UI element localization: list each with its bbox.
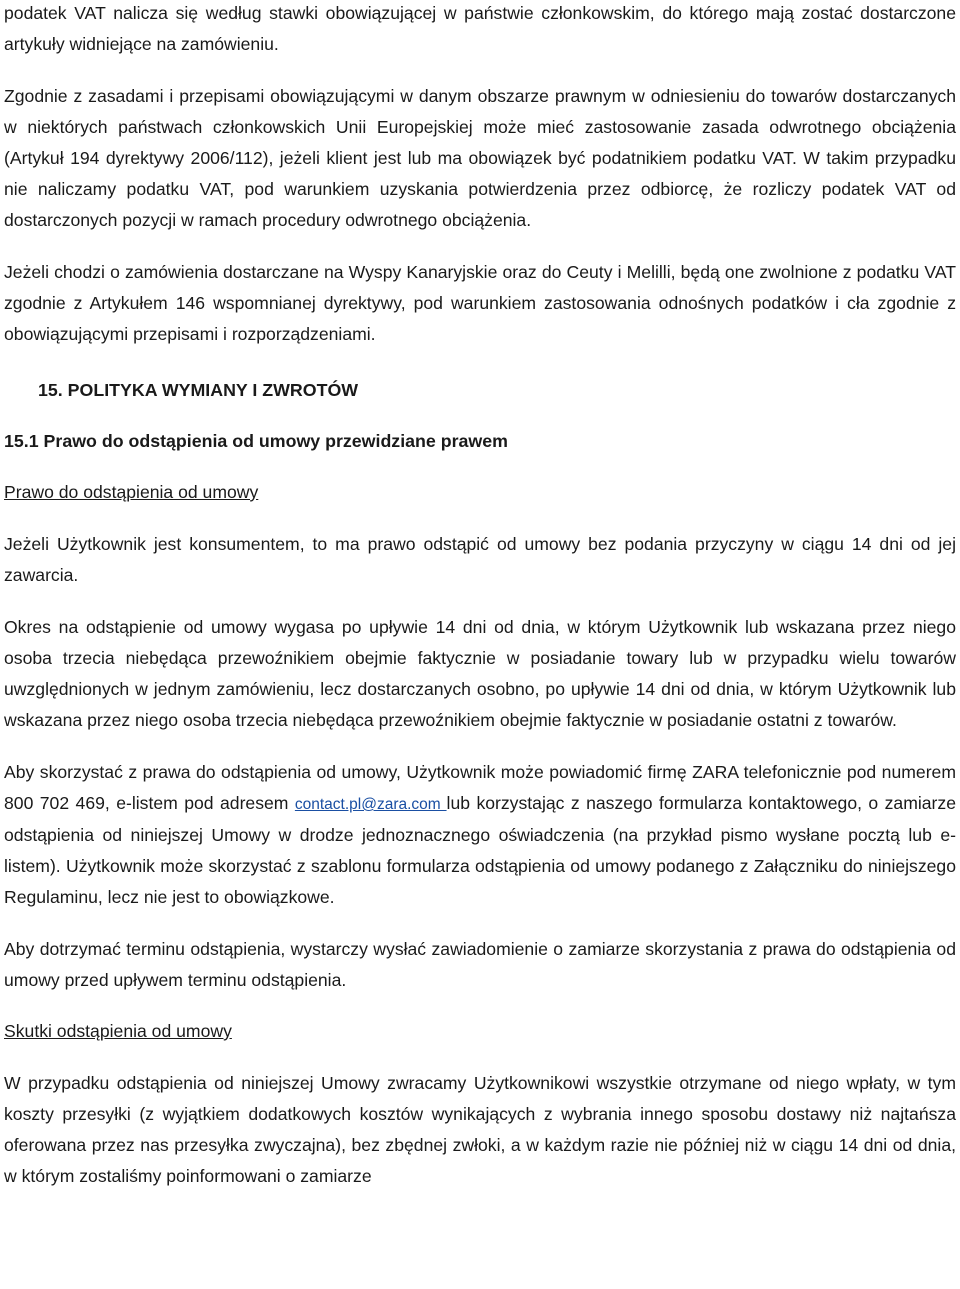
paragraph-how-to-withdraw-part-2: lub korzystając z naszego formularza kontaktowego, o zamiarze odstąpienia od niniejszej Umowy w drodze jednoznacznego oświadczenia (na przykład pismo wysłane pocztą lub e-listem). Użytkownik może skorzystać z szablonu formularza odstąpienia od umowy podanego z Załączniku do niniejszego Regulaminu, lecz nie jest to obowiązkowe. [4,793,956,907]
paragraph-canary-islands: Jeżeli chodzi o zamówienia dostarczane na Wyspy Kanaryjskie oraz do Ceuty i Melilli, będą one zwolnione z podatku VAT zgodnie z Artykułem 146 wspomnianej dyrektywy, pod warunkiem zastosowania odnośnych podatków i cła zgodnie z obowiązującymi przepisami i rozporządzeniami. [4,262,956,344]
heading-effects: Skutki odstąpienia od umowy [4,1021,232,1041]
paragraph-consumer-right: Jeżeli Użytkownik jest konsumentem, to ma prawo odstąpić od umowy bez podania przyczyny w ciągu 14 dni od jej zawarcia. [4,534,956,585]
subsection-title: 15.1 Prawo do odstąpienia od umowy przewidziane prawem [4,431,508,451]
heading-withdrawal-right: Prawo do odstąpienia od umowy [4,482,259,502]
paragraph-refund: W przypadku odstąpienia od niniejszej Umowy zwracamy Użytkownikowi wszystkie otrzymane od niego wpłaty, w tym koszty przesyłki (z wyjątkiem dodatkowych kosztów wynikających z wybrania innego sposobu dostawy niż najtańsza oferowana przez nas przesyłka zwyczajna), bez zbędnej zwłoki, a w każdym razie nie później niż w ciągu 14 dni od dnia, w którym zostaliśmy poinformowani o zamiarze [4,1073,956,1186]
paragraph-withdrawal-period: Okres na odstąpienie od umowy wygasa po upływie 14 dni od dnia, w którym Użytkownik lub wskazana przez niego osoba trzecia niebędąca przewoźnikiem obejmie faktycznie w posiadanie towary lub w przypadku wielu towarów uwzględnionych w jednym zamówieniu, lecz dostarczanych osobno, po upływie 14 dni od dnia, w którym Użytkownik lub wskazana przez niego osoba trzecia niebędąca przewoźnikiem obejmie faktycznie w posiadanie ostatni z towarów. [4,617,956,730]
contact-email-link[interactable]: contact.pl@zara.com [294,796,447,813]
paragraph-how-to-withdraw-part-1: Aby skorzystać z prawa do odstąpienia od umowy, Użytkownik może powiadomić firmę ZARA telefonicznie pod numerem 800 702 469, e-listem pod adresem [4,762,956,813]
paragraph-deadline: Aby dotrzymać terminu odstąpienia, wystarczy wysłać zawiadomienie o zamiarze skorzystania z prawa do odstąpienia od umowy przed upływem terminu odstąpienia. [4,939,956,990]
paragraph-vat-rate: podatek VAT nalicza się według stawki obowiązującej w państwie członkowskim, do którego mają zostać dostarczone artykuły widniejące na zamówieniu. [4,3,956,54]
paragraph-reverse-charge: Zgodnie z zasadami i przepisami obowiązującymi w danym obszarze prawnym w odniesieniu do towarów dostarczanych w niektórych państwach członkowskich Unii Europejskiej może mieć zastosowanie zasada odwrotnego obciążenia (Artykuł 194 dyrektywy 2006/112), jeżeli klient jest lub ma obowiązek być podatnikiem podatku VAT. W takim przypadku nie naliczamy podatku VAT, pod warunkiem uzyskania potwierdzenia przez odbiorcę, że rozliczy podatek VAT od dostarczonych pozycji w ramach procedury odwrotnego obciążenia. [4,86,956,230]
section-title: 15. POLITYKA WYMIANY I ZWROTÓW [38,380,359,400]
paragraph-how-to-withdraw [4,757,956,913]
document-page [4,0,956,1192]
